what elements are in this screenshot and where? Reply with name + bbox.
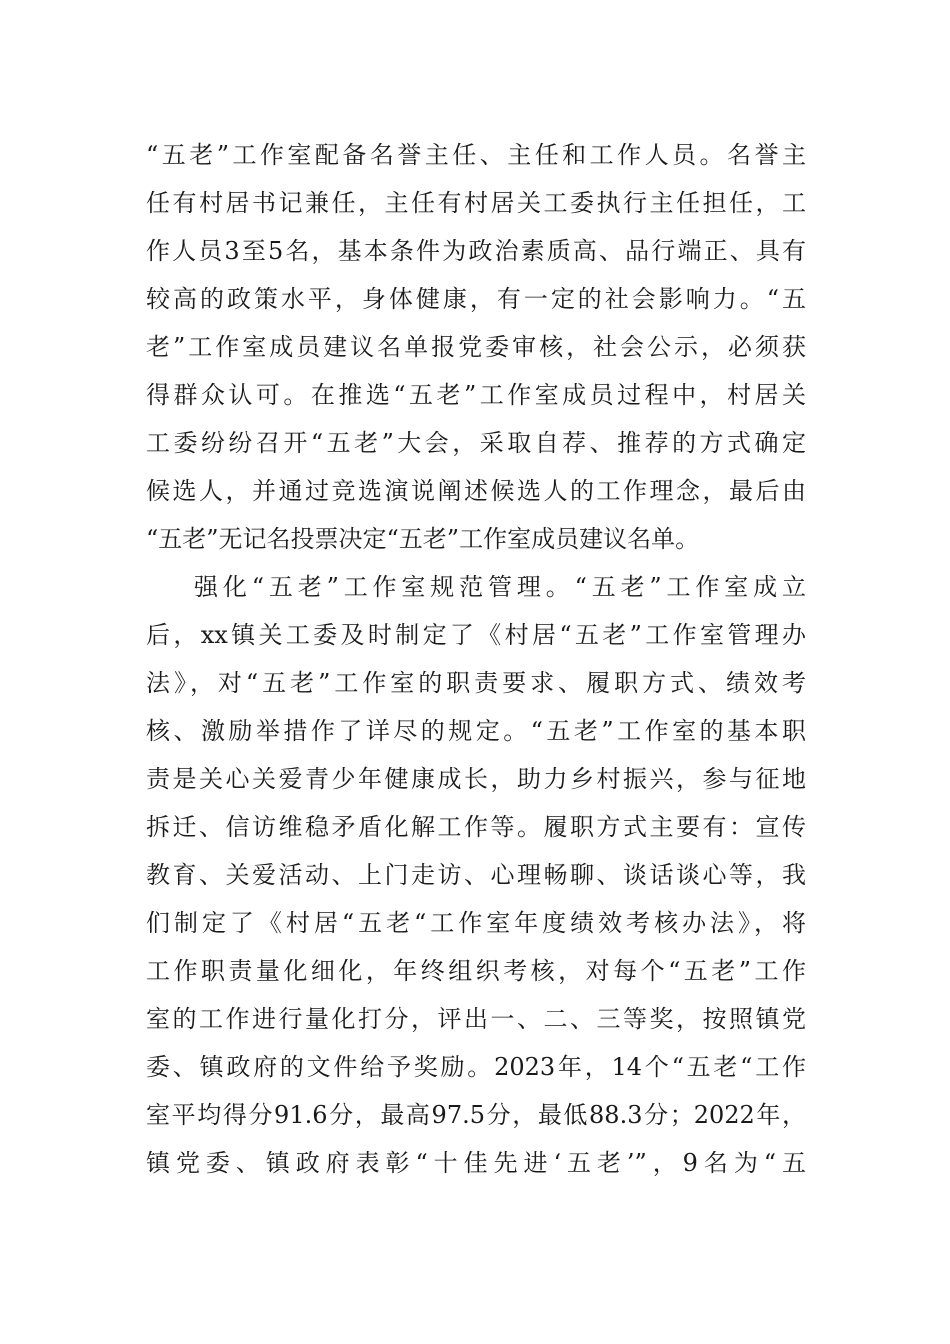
paragraph-line: “五老”无记名投票决定“五老”工作室成员建议名单。	[146, 525, 700, 553]
paragraph-line: 法》，对“五老”工作室的职责要求、履职方式、绩效考	[146, 669, 806, 697]
paragraph-line: 工作职责量化细化，年终组织考核，对每个“五老”工作	[146, 957, 806, 985]
paragraph-line: 室平均得分91.6分，最高97.5分，最低88.3分；2022年，	[146, 1101, 806, 1129]
paragraph-line: 教育、关爱活动、上门走访、心理畅聊、谈话谈心等，我	[146, 861, 806, 889]
paragraph-line: 们制定了《村居“五老“工作室年度绩效考核办法》，将	[146, 909, 806, 937]
paragraph-line: 作人员3至5名，基本条件为政治素质高、品行端正、具有	[146, 237, 806, 265]
paragraph-line: 较高的政策水平，身体健康，有一定的社会影响力。“五	[146, 285, 806, 313]
paragraph-line: 核、激励举措作了详尽的规定。“五老”工作室的基本职	[146, 717, 806, 745]
paragraph-line: 责是关心关爱青少年健康成长，助力乡村振兴，参与征地	[146, 765, 806, 793]
paragraph-line: 工委纷纷召开“五老”大会，采取自荐、推荐的方式确定	[146, 429, 806, 457]
paragraph-first-line: 强化“五老”工作室规范管理。“五老”工作室成立	[194, 573, 806, 601]
paragraph-line: 委、镇政府的文件给予奖励。2023年，14个“五老“工作	[146, 1053, 806, 1081]
paragraph-line: 拆迁、信访维稳矛盾化解工作等。履职方式主要有：宣传	[146, 813, 806, 841]
paragraph-line: 镇党委、镇政府表彰“十佳先进‘五老’”，9名为“五	[146, 1149, 806, 1177]
paragraph-line: 候选人，并通过竞选演说阐述候选人的工作理念，最后由	[146, 477, 806, 505]
paragraph-line: 后，xx镇关工委及时制定了《村居“五老”工作室管理办	[146, 621, 806, 649]
paragraph-line: 室的工作进行量化打分，评出一、二、三等奖，按照镇党	[146, 1005, 806, 1033]
paragraph-line: “五老”工作室配备名誉主任、主任和工作人员。名誉主	[146, 141, 806, 169]
paragraph-line: 任有村居书记兼任，主任有村居关工委执行主任担任，工	[146, 189, 806, 217]
paragraph-line: 老”工作室成员建议名单报党委审核，社会公示，必须获	[146, 333, 806, 361]
paragraph-line: 得群众认可。在推选“五老”工作室成员过程中，村居关	[146, 381, 806, 409]
